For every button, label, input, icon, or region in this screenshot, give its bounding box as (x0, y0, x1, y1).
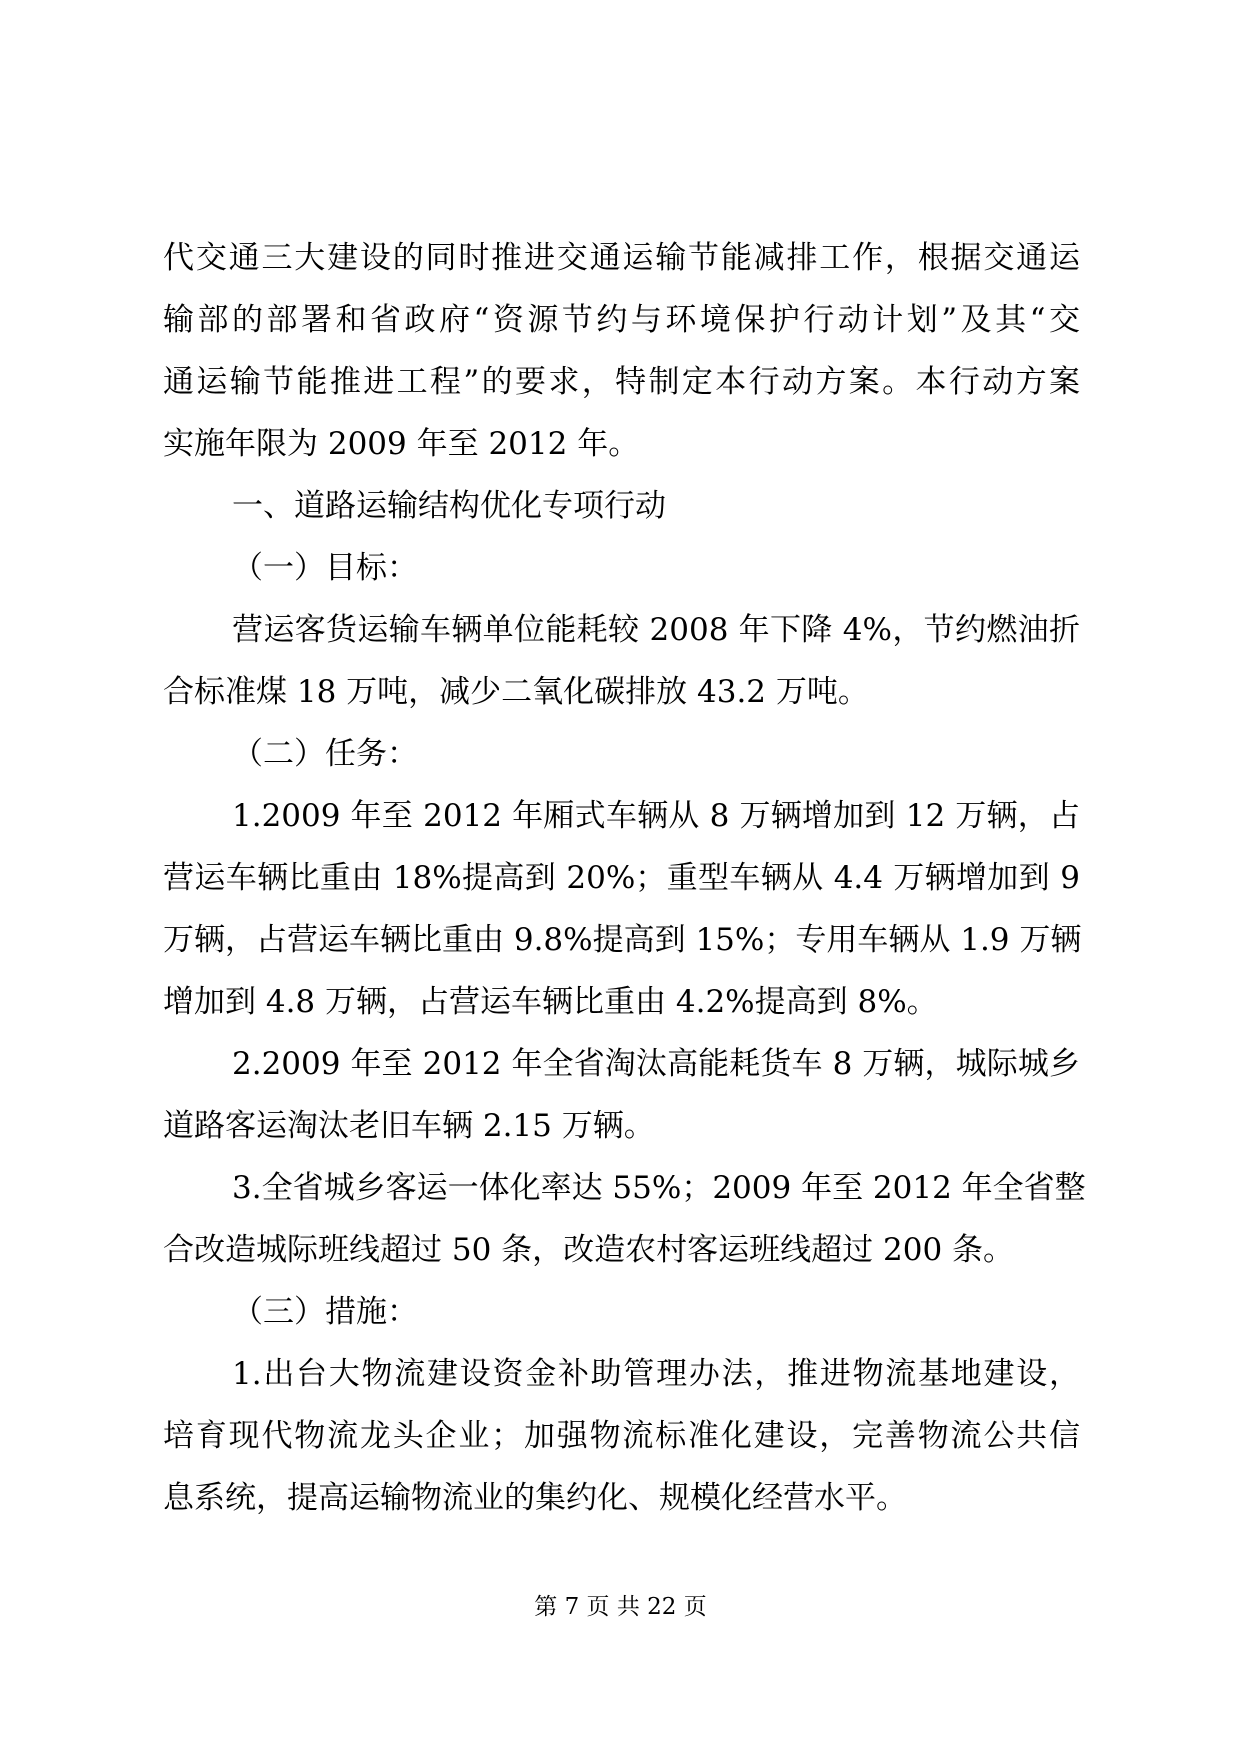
paragraph-line: 道路客运淘汰老旧车辆 2.15 万辆。 (163, 1108, 655, 1144)
subsection-heading: （一）目标： (232, 550, 418, 586)
paragraph-line: 万辆，占营运车辆比重由 9.8%提高到 15%；专用车辆从 1.9 万辆 (163, 922, 1082, 958)
subsection-heading: （三）措施： (232, 1294, 418, 1330)
paragraph-line: 输部的部署和省政府“资源节约与环境保护行动计划”及其“交 (163, 302, 1080, 338)
paragraph-line: 合标准煤 18 万吨，减少二氧化碳排放 43.2 万吨。 (163, 674, 869, 710)
paragraph-line: 培育现代物流龙头企业；加强物流标准化建设，完善物流公共信 (163, 1418, 1080, 1454)
paragraph-line: 营运客货运输车辆单位能耗较 2008 年下降 4%，节约燃油折 (232, 612, 1080, 648)
paragraph-line: 2.2009 年至 2012 年全省淘汰高能耗货车 8 万辆，城际城乡 (232, 1046, 1080, 1082)
paragraph-line: 营运车辆比重由 18%提高到 20%；重型车辆从 4.4 万辆增加到 9 (163, 860, 1080, 896)
section-heading: 一、道路运输结构优化专项行动 (232, 488, 666, 524)
paragraph-line: 3.全省城乡客运一体化率达 55%；2009 年至 2012 年全省整 (232, 1170, 1086, 1206)
paragraph-line: 1.出台大物流建设资金补助管理办法，推进物流基地建设， (232, 1356, 1080, 1392)
paragraph-line: 合改造城际班线超过 50 条，改造农村客运班线超过 200 条。 (163, 1232, 1015, 1268)
paragraph-line: 息系统，提高运输物流业的集约化、规模化经营水平。 (163, 1480, 907, 1516)
subsection-heading: （二）任务： (232, 736, 418, 772)
paragraph-line: 增加到 4.8 万辆，占营运车辆比重由 4.2%提高到 8%。 (163, 984, 938, 1020)
paragraph-line: 实施年限为 2009 年至 2012 年。 (163, 426, 640, 462)
paragraph-line: 通运输节能推进工程”的要求，特制定本行动方案。本行动方案 (163, 364, 1080, 400)
paragraph-line: 1.2009 年至 2012 年厢式车辆从 8 万辆增加到 12 万辆，占 (232, 798, 1080, 834)
page-number-footer: 第 7 页 共 22 页 (534, 1594, 707, 1620)
paragraph-line: 代交通三大建设的同时推进交通运输节能减排工作，根据交通运 (163, 240, 1080, 276)
